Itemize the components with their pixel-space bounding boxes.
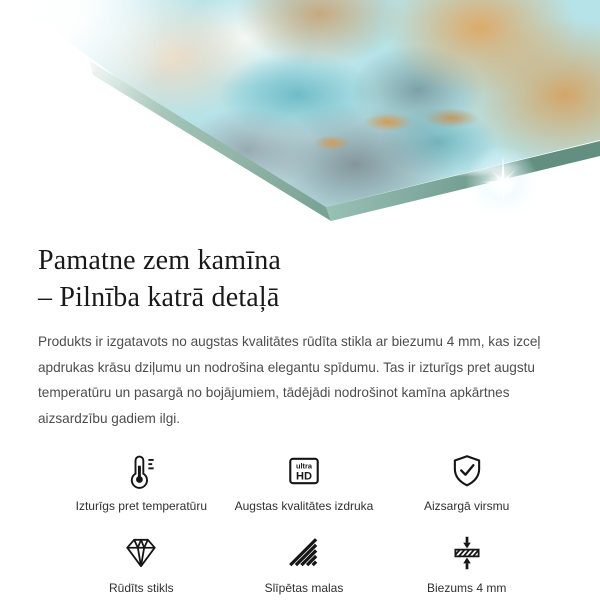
product-description-section — [0, 242, 600, 595]
feature-label: Aizsargā virsmu — [423, 499, 510, 513]
feature-print-quality — [223, 452, 386, 513]
feature-tempered-glass — [60, 534, 223, 595]
feature-label: Biezums 4 mm — [426, 581, 507, 595]
ultra-hd-icon-top-text: ultra — [295, 461, 312, 471]
diamond-icon — [122, 534, 160, 572]
page-title-line2: – Pilnība katrā detaļā — [38, 282, 280, 313]
product-photo — [0, 0, 600, 232]
feature-label: Augstas kvalitātes izdruka — [234, 499, 374, 513]
feature-temperature — [60, 452, 223, 513]
sparkle-icon — [477, 156, 529, 208]
ultra-hd-icon — [285, 452, 323, 490]
feature-grid — [38, 452, 570, 595]
beveled-edges-icon — [285, 534, 323, 572]
ultra-hd-icon-bottom-text: HD — [295, 470, 312, 483]
thermometer-icon — [122, 452, 160, 490]
feature-label: Rūdīts stikls — [108, 581, 174, 595]
feature-surface-protection — [385, 452, 548, 513]
shield-check-icon — [448, 452, 486, 490]
feature-beveled-edges — [223, 534, 386, 595]
product-description-text: Produkts ir izgatavots no augstas kvalitātes rūdīta stikla ar biezumu 4 mm, kas izceļ apdrukas krāsu dziļumu un nodrošina elegantu spīdumu. Tas ir izturīgs pret augstu temperatūru un pasargā no bojājumiem, tādējādi nodrošinot kamīna apkārtnes aizsardzību gadiem ilgi. — [38, 334, 541, 426]
page-title-line1: Pamatne zem kamīna — [38, 245, 282, 276]
thickness-icon — [448, 534, 486, 572]
feature-label: Slīpētas malas — [264, 581, 344, 595]
page-title — [38, 242, 570, 316]
feature-label: Izturīgs pret temperatūru — [75, 499, 208, 513]
feature-thickness — [385, 534, 548, 595]
